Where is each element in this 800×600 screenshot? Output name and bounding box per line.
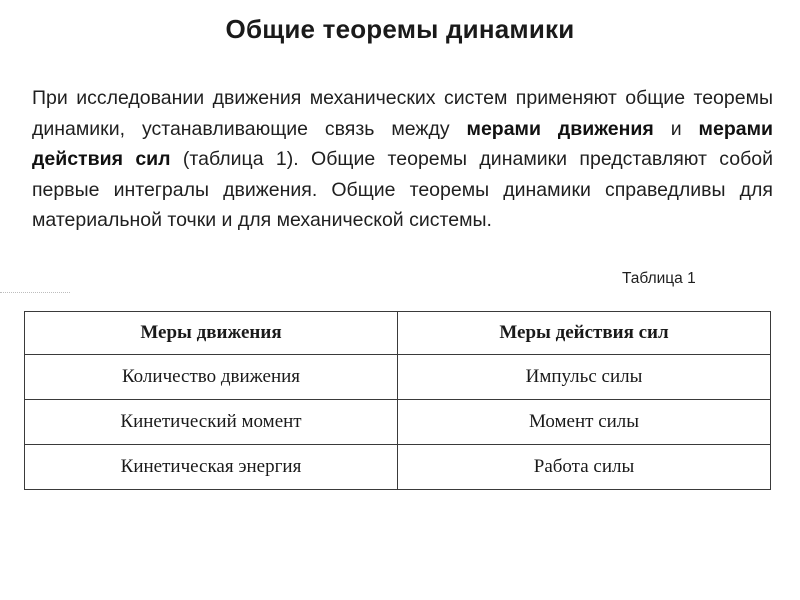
table-cell: Момент силы xyxy=(398,400,771,445)
table-cell: Импульс силы xyxy=(398,355,771,400)
table-caption: Таблица 1 xyxy=(622,270,696,287)
table-header-row xyxy=(25,312,771,355)
table-row xyxy=(25,355,771,400)
paragraph-bold-measures-of-motion: мерами движения xyxy=(466,117,654,140)
table-cell: Работа силы xyxy=(398,445,771,490)
table-header-cell: Меры действия сил xyxy=(398,312,771,355)
page-title: Общие теоремы динамики xyxy=(225,14,575,44)
paragraph-text-2: и xyxy=(653,117,699,140)
dotted-divider xyxy=(0,292,70,293)
table-cell: Кинетический момент xyxy=(25,400,398,445)
paragraph-text-1: При исследовании движения механических систем применяют общие теоремы динамики, устанавливающие связь между xyxy=(32,87,773,140)
table-header-cell: Меры движения xyxy=(25,312,398,355)
measures-table xyxy=(24,311,771,490)
table-cell: Кинетическая энергия xyxy=(25,445,398,490)
paragraph-bold-measures-of-force-action: мерами действия сил xyxy=(32,117,773,170)
table-row xyxy=(25,400,771,445)
table-cell: Количество движения xyxy=(25,355,398,400)
paragraph-text-3: (таблица 1). Общие теоремы динамики представляют собой первые интегралы движения. Общие теоремы динамики справедливы для материальной точки и для механической системы. xyxy=(32,148,773,231)
table-row xyxy=(25,445,771,490)
intro-paragraph xyxy=(32,83,773,236)
